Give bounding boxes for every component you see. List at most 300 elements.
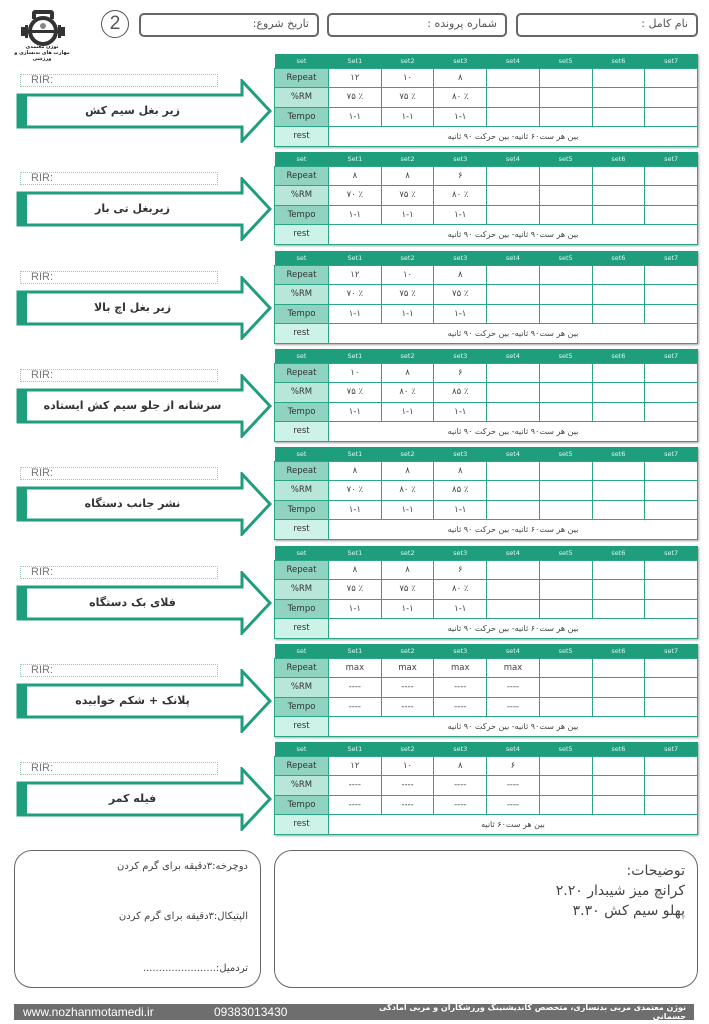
column-header: set3 — [434, 447, 487, 461]
notes-box — [274, 850, 698, 988]
row-label: Repeat — [275, 756, 329, 776]
table-row-tempo — [275, 599, 698, 619]
set-cell[interactable] — [487, 107, 540, 127]
set-cell[interactable]: ٪ ۷۵ — [381, 580, 434, 600]
rir-field[interactable]: RIR: — [20, 271, 218, 284]
set-cell[interactable]: ۱-۱ — [329, 500, 382, 520]
set-cell[interactable] — [645, 560, 698, 580]
table-row-rm — [275, 186, 698, 206]
column-header: set4 — [487, 152, 540, 166]
row-label: Tempo — [275, 795, 329, 815]
sets-table — [274, 152, 698, 245]
row-label: %RM — [275, 678, 329, 698]
column-header: set2 — [381, 251, 434, 265]
set-cell[interactable] — [487, 68, 540, 88]
column-header: Set1 — [329, 546, 382, 560]
sets-table — [274, 251, 698, 344]
rir-field[interactable]: RIR: — [20, 467, 218, 480]
table-header-row — [275, 349, 698, 363]
set-cell[interactable] — [539, 461, 592, 481]
set-cell[interactable] — [539, 481, 592, 501]
exercise-block — [0, 251, 709, 349]
row-label: Repeat — [275, 461, 329, 481]
column-header: set2 — [381, 644, 434, 658]
set-cell[interactable] — [592, 383, 645, 403]
row-label: Repeat — [275, 265, 329, 285]
table-row-rm — [275, 383, 698, 403]
column-header: set5 — [539, 349, 592, 363]
set-cell[interactable] — [487, 304, 540, 324]
exercise-block — [0, 54, 709, 152]
set-cell[interactable] — [592, 776, 645, 796]
column-header: set — [275, 546, 329, 560]
set-cell[interactable]: ٪ ۸۰ — [381, 383, 434, 403]
set-cell[interactable] — [645, 580, 698, 600]
table-row-rest — [275, 815, 698, 835]
column-header: set — [275, 644, 329, 658]
set-cell[interactable]: ۱۰ — [329, 363, 382, 383]
start-date-label: تاریخ شروع: — [252, 17, 309, 30]
table-header-row — [275, 54, 698, 68]
set-cell[interactable]: ٪ ۷۵ — [329, 88, 382, 108]
set-cell[interactable]: ۱-۱ — [381, 599, 434, 619]
set-cell[interactable]: ٪ ۷۰ — [329, 285, 382, 305]
set-cell[interactable] — [645, 776, 698, 796]
set-cell[interactable]: ---- — [381, 678, 434, 698]
table-row-tempo — [275, 205, 698, 225]
rir-field[interactable]: RIR: — [20, 172, 218, 185]
start-date-field[interactable] — [139, 13, 319, 37]
set-cell[interactable] — [539, 560, 592, 580]
set-cell[interactable] — [645, 68, 698, 88]
set-cell[interactable] — [645, 166, 698, 186]
set-cell[interactable]: ٪ ۸۰ — [434, 580, 487, 600]
set-cell[interactable] — [592, 68, 645, 88]
set-cell[interactable]: ۸ — [329, 560, 382, 580]
set-cell[interactable]: max — [381, 658, 434, 678]
set-cell[interactable] — [592, 658, 645, 678]
set-cell[interactable] — [539, 599, 592, 619]
set-cell[interactable] — [487, 481, 540, 501]
set-cell[interactable] — [487, 265, 540, 285]
column-header: set3 — [434, 546, 487, 560]
set-cell[interactable]: ۱-۱ — [434, 599, 487, 619]
column-header: set2 — [381, 447, 434, 461]
column-header: set6 — [592, 349, 645, 363]
set-cell[interactable]: ٪ ۸۰ — [381, 481, 434, 501]
row-label: Tempo — [275, 500, 329, 520]
exercise-block — [0, 742, 709, 840]
rir-field[interactable]: RIR: — [20, 664, 218, 677]
set-cell[interactable]: ---- — [434, 795, 487, 815]
set-cell[interactable] — [487, 186, 540, 206]
set-cell[interactable] — [592, 756, 645, 776]
set-cell[interactable]: ٪ ۸۵ — [434, 481, 487, 501]
rest-cell[interactable]: بین هر ست۹۰ ثانیه- بین حرکت ۹۰ ثانیه — [329, 717, 698, 737]
set-cell[interactable] — [592, 481, 645, 501]
set-cell[interactable]: ---- — [381, 776, 434, 796]
set-cell[interactable]: ۶ — [434, 363, 487, 383]
set-cell[interactable]: ۱-۱ — [434, 205, 487, 225]
column-header: set5 — [539, 152, 592, 166]
set-cell[interactable] — [592, 285, 645, 305]
set-cell[interactable]: ۱-۱ — [381, 205, 434, 225]
row-label: rest — [275, 225, 329, 245]
set-cell[interactable]: ۶ — [487, 756, 540, 776]
table-row-tempo — [275, 402, 698, 422]
set-cell[interactable] — [539, 88, 592, 108]
set-cell[interactable]: ---- — [329, 776, 382, 796]
column-header: set3 — [434, 349, 487, 363]
table-header-row — [275, 251, 698, 265]
set-cell[interactable]: ۱-۱ — [434, 402, 487, 422]
column-header: set3 — [434, 251, 487, 265]
set-cell[interactable] — [645, 285, 698, 305]
set-cell[interactable] — [539, 363, 592, 383]
set-cell[interactable] — [539, 402, 592, 422]
set-cell[interactable] — [645, 697, 698, 717]
exercise-name: زیر بغل سیم کش — [85, 104, 180, 117]
set-cell[interactable]: ۱-۱ — [329, 402, 382, 422]
set-cell[interactable] — [592, 461, 645, 481]
set-cell[interactable] — [592, 795, 645, 815]
set-cell[interactable] — [539, 383, 592, 403]
full-name-field[interactable] — [516, 13, 698, 37]
set-cell[interactable]: ٪ ۷۰ — [329, 481, 382, 501]
row-label: %RM — [275, 186, 329, 206]
set-cell[interactable]: ۱۲ — [329, 756, 382, 776]
set-cell[interactable] — [645, 107, 698, 127]
set-cell[interactable]: ۶ — [434, 166, 487, 186]
column-header: Set1 — [329, 644, 382, 658]
column-header: set3 — [434, 54, 487, 68]
set-cell[interactable]: ۱-۱ — [434, 500, 487, 520]
set-cell[interactable] — [539, 205, 592, 225]
row-label: rest — [275, 127, 329, 147]
set-cell[interactable]: ۱۲ — [329, 68, 382, 88]
column-header: set — [275, 54, 329, 68]
set-cell[interactable]: ۱-۱ — [329, 205, 382, 225]
rir-field[interactable]: RIR: — [20, 762, 218, 775]
set-cell[interactable]: ٪ ۷۵ — [381, 186, 434, 206]
table-row-repeat — [275, 68, 698, 88]
set-cell[interactable]: ۸ — [434, 265, 487, 285]
set-cell[interactable]: ٪ ۷۵ — [434, 285, 487, 305]
column-header: set — [275, 742, 329, 756]
table-row-tempo — [275, 107, 698, 127]
set-cell[interactable]: ---- — [434, 678, 487, 698]
sets-table — [274, 349, 698, 442]
set-cell[interactable] — [539, 304, 592, 324]
table-row-rm — [275, 285, 698, 305]
row-label: Tempo — [275, 599, 329, 619]
set-cell[interactable] — [487, 363, 540, 383]
row-label: rest — [275, 324, 329, 344]
rir-field[interactable]: RIR: — [20, 74, 218, 87]
row-label: Tempo — [275, 697, 329, 717]
set-cell[interactable]: ۸ — [434, 68, 487, 88]
set-cell[interactable] — [487, 402, 540, 422]
column-header: set5 — [539, 742, 592, 756]
table-row-repeat — [275, 658, 698, 678]
set-cell[interactable] — [487, 88, 540, 108]
rir-field[interactable]: RIR: — [20, 566, 218, 579]
set-cell[interactable]: ---- — [329, 795, 382, 815]
row-label: rest — [275, 815, 329, 835]
rir-field[interactable]: RIR: — [20, 369, 218, 382]
file-number-field[interactable] — [327, 13, 507, 37]
set-cell[interactable] — [592, 107, 645, 127]
set-cell[interactable]: ---- — [434, 776, 487, 796]
set-cell[interactable] — [539, 658, 592, 678]
set-cell[interactable] — [592, 304, 645, 324]
set-cell[interactable]: ۸ — [381, 363, 434, 383]
row-label: Repeat — [275, 658, 329, 678]
set-cell[interactable] — [487, 580, 540, 600]
rest-cell[interactable]: بین هر ست۹۰ ثانیه- بین حرکت ۹۰ ثانیه — [329, 225, 698, 245]
set-cell[interactable] — [539, 756, 592, 776]
column-header: set6 — [592, 447, 645, 461]
exercise-block — [0, 152, 709, 250]
sets-table — [274, 447, 698, 540]
column-header: set7 — [645, 742, 698, 756]
set-cell[interactable] — [487, 205, 540, 225]
set-cell[interactable]: ۸ — [434, 461, 487, 481]
row-label: rest — [275, 619, 329, 639]
set-cell[interactable]: max — [434, 658, 487, 678]
rest-cell[interactable]: بین هر ست۶۰ ثانیه- بین حرکت ۹۰ ثانیه — [329, 127, 698, 147]
notes-line: پهلو سیم کش ۳.۳۰ — [572, 903, 685, 919]
set-cell[interactable]: ---- — [329, 678, 382, 698]
set-cell[interactable] — [645, 186, 698, 206]
set-cell[interactable] — [645, 599, 698, 619]
set-cell[interactable] — [539, 107, 592, 127]
set-cell[interactable]: ---- — [487, 678, 540, 698]
set-cell[interactable]: ۸ — [329, 166, 382, 186]
set-cell[interactable] — [487, 166, 540, 186]
rest-cell[interactable]: بین هر ست۶۰ ثانیه — [329, 815, 698, 835]
column-header: set7 — [645, 447, 698, 461]
set-cell[interactable]: ۸ — [381, 461, 434, 481]
set-cell[interactable]: ۱-۱ — [434, 107, 487, 127]
set-cell[interactable]: ---- — [381, 795, 434, 815]
column-header: Set1 — [329, 54, 382, 68]
exercise-name: پلانک + شکم خوابیده — [75, 694, 190, 707]
set-cell[interactable] — [592, 402, 645, 422]
set-cell[interactable] — [487, 285, 540, 305]
column-header: set7 — [645, 152, 698, 166]
table-row-rest — [275, 422, 698, 442]
exercise-name: زیربغل تی بار — [95, 202, 170, 215]
row-label: Tempo — [275, 205, 329, 225]
warmup-elliptical: الپتیکال:۳دقیقه برای گرم کردن — [118, 911, 248, 922]
exercise-block — [0, 644, 709, 742]
column-header: set5 — [539, 251, 592, 265]
set-cell[interactable] — [645, 481, 698, 501]
set-cell[interactable] — [645, 265, 698, 285]
column-header: set3 — [434, 152, 487, 166]
set-cell[interactable] — [592, 166, 645, 186]
set-cell[interactable] — [539, 776, 592, 796]
set-cell[interactable]: ۱۰ — [381, 756, 434, 776]
set-cell[interactable]: ۱-۱ — [434, 304, 487, 324]
column-header: set6 — [592, 152, 645, 166]
rest-cell[interactable]: بین هر ست۶۰ ثانیه- بین حرکت ۹۰ ثانیه — [329, 619, 698, 639]
set-cell[interactable] — [645, 402, 698, 422]
table-row-rest — [275, 717, 698, 737]
table-row-repeat — [275, 756, 698, 776]
column-header: set5 — [539, 54, 592, 68]
set-cell[interactable] — [592, 265, 645, 285]
column-header: set4 — [487, 251, 540, 265]
rest-cell[interactable]: بین هر ست۹۰ ثانیه- بین حرکت ۹۰ ثانیه — [329, 422, 698, 442]
set-cell[interactable]: ۱-۱ — [329, 599, 382, 619]
set-cell[interactable]: ۱-۱ — [381, 500, 434, 520]
set-cell[interactable] — [539, 68, 592, 88]
set-cell[interactable] — [592, 88, 645, 108]
set-cell[interactable]: ۸ — [329, 461, 382, 481]
set-cell[interactable] — [539, 265, 592, 285]
column-header: set5 — [539, 546, 592, 560]
table-header-row — [275, 152, 698, 166]
row-label: Repeat — [275, 560, 329, 580]
set-cell[interactable] — [539, 580, 592, 600]
column-header: set6 — [592, 644, 645, 658]
row-label: Tempo — [275, 107, 329, 127]
set-cell[interactable]: ۸ — [434, 756, 487, 776]
column-header: set6 — [592, 546, 645, 560]
set-cell[interactable] — [539, 500, 592, 520]
set-cell[interactable] — [539, 697, 592, 717]
column-header: set4 — [487, 54, 540, 68]
set-cell[interactable] — [645, 500, 698, 520]
column-header: set6 — [592, 251, 645, 265]
set-cell[interactable] — [487, 500, 540, 520]
set-cell[interactable]: ۱۰ — [381, 68, 434, 88]
set-cell[interactable] — [592, 363, 645, 383]
set-cell[interactable] — [487, 461, 540, 481]
column-header: Set1 — [329, 349, 382, 363]
set-cell[interactable]: ٪ ۷۵ — [329, 580, 382, 600]
table-row-tempo — [275, 500, 698, 520]
exercise-name: فیله کمر — [108, 792, 157, 805]
set-cell[interactable] — [487, 599, 540, 619]
set-cell[interactable] — [645, 658, 698, 678]
set-cell[interactable]: ۱-۱ — [329, 304, 382, 324]
set-cell[interactable]: ٪ ۸۰ — [434, 88, 487, 108]
set-cell[interactable] — [592, 580, 645, 600]
set-cell[interactable] — [645, 678, 698, 698]
row-label: %RM — [275, 88, 329, 108]
set-cell[interactable]: ٪ ۸۰ — [434, 186, 487, 206]
set-cell[interactable]: ۱-۱ — [381, 402, 434, 422]
set-cell[interactable]: ---- — [487, 795, 540, 815]
column-header: set2 — [381, 349, 434, 363]
set-cell[interactable] — [645, 304, 698, 324]
set-cell[interactable] — [592, 500, 645, 520]
set-cell[interactable] — [539, 795, 592, 815]
set-cell[interactable]: ۱۲ — [329, 265, 382, 285]
set-cell[interactable] — [539, 186, 592, 206]
set-cell[interactable] — [539, 678, 592, 698]
table-row-rm — [275, 776, 698, 796]
set-cell[interactable] — [592, 560, 645, 580]
set-cell[interactable]: ۱-۱ — [381, 304, 434, 324]
table-header-row — [275, 644, 698, 658]
set-cell[interactable]: ۱-۱ — [381, 107, 434, 127]
set-cell[interactable] — [487, 560, 540, 580]
set-cell[interactable]: ٪ ۸۵ — [434, 383, 487, 403]
set-cell[interactable] — [645, 88, 698, 108]
set-cell[interactable] — [592, 678, 645, 698]
set-cell[interactable]: ۱-۱ — [329, 107, 382, 127]
table-row-tempo — [275, 304, 698, 324]
set-cell[interactable]: ٪ ۷۵ — [329, 383, 382, 403]
set-cell[interactable]: ۱۰ — [381, 265, 434, 285]
website-link[interactable]: www.nozhanmotamedi.ir — [23, 1005, 154, 1019]
set-cell[interactable] — [592, 205, 645, 225]
row-label: %RM — [275, 383, 329, 403]
column-header: set4 — [487, 546, 540, 560]
notes-line: کرانچ میز شیبدار ۲.۲۰ — [555, 883, 685, 899]
set-cell[interactable] — [592, 697, 645, 717]
sets-table — [274, 546, 698, 639]
set-cell[interactable]: ۶ — [434, 560, 487, 580]
exercise-name: سرشانه از جلو سیم کش ایستاده — [43, 399, 222, 412]
rest-cell[interactable]: بین هر ست۹۰ ثانیه- بین حرکت ۹۰ ثانیه — [329, 324, 698, 344]
set-cell[interactable] — [645, 363, 698, 383]
set-cell[interactable]: max — [329, 658, 382, 678]
warmup-bike: دوچرخه:۳دقیقه برای گرم کردن — [117, 861, 248, 872]
column-header: set7 — [645, 546, 698, 560]
row-label: %RM — [275, 285, 329, 305]
set-cell[interactable]: ٪ ۷۵ — [381, 285, 434, 305]
set-cell[interactable]: ---- — [329, 697, 382, 717]
set-cell[interactable] — [645, 383, 698, 403]
set-cell[interactable]: ---- — [487, 697, 540, 717]
column-header: Set1 — [329, 251, 382, 265]
warmup-treadmill[interactable]: تردمیل:....................... — [142, 963, 248, 974]
set-cell[interactable] — [645, 205, 698, 225]
full-name-label: نام کامل : — [641, 17, 688, 30]
row-label: rest — [275, 422, 329, 442]
set-cell[interactable] — [539, 166, 592, 186]
set-cell[interactable] — [645, 756, 698, 776]
set-cell[interactable] — [487, 383, 540, 403]
table-row-repeat — [275, 461, 698, 481]
column-header: set2 — [381, 54, 434, 68]
column-header: set4 — [487, 742, 540, 756]
set-cell[interactable] — [645, 795, 698, 815]
set-cell[interactable]: ٪ ۷۰ — [329, 186, 382, 206]
set-cell[interactable]: ---- — [381, 697, 434, 717]
column-header: Set1 — [329, 447, 382, 461]
set-cell[interactable] — [592, 599, 645, 619]
set-cell[interactable]: ---- — [487, 776, 540, 796]
set-cell[interactable]: max — [487, 658, 540, 678]
row-label: Repeat — [275, 166, 329, 186]
set-cell[interactable] — [645, 461, 698, 481]
set-cell[interactable]: ۸ — [381, 560, 434, 580]
set-cell[interactable] — [592, 186, 645, 206]
set-cell[interactable]: ---- — [434, 697, 487, 717]
table-row-rm — [275, 580, 698, 600]
rest-cell[interactable]: بین هر ست۶۰ ثانیه- بین حرکت ۹۰ ثانیه — [329, 520, 698, 540]
set-cell[interactable]: ۸ — [381, 166, 434, 186]
column-header: set3 — [434, 644, 487, 658]
set-cell[interactable] — [539, 285, 592, 305]
set-cell[interactable]: ٪ ۷۵ — [381, 88, 434, 108]
